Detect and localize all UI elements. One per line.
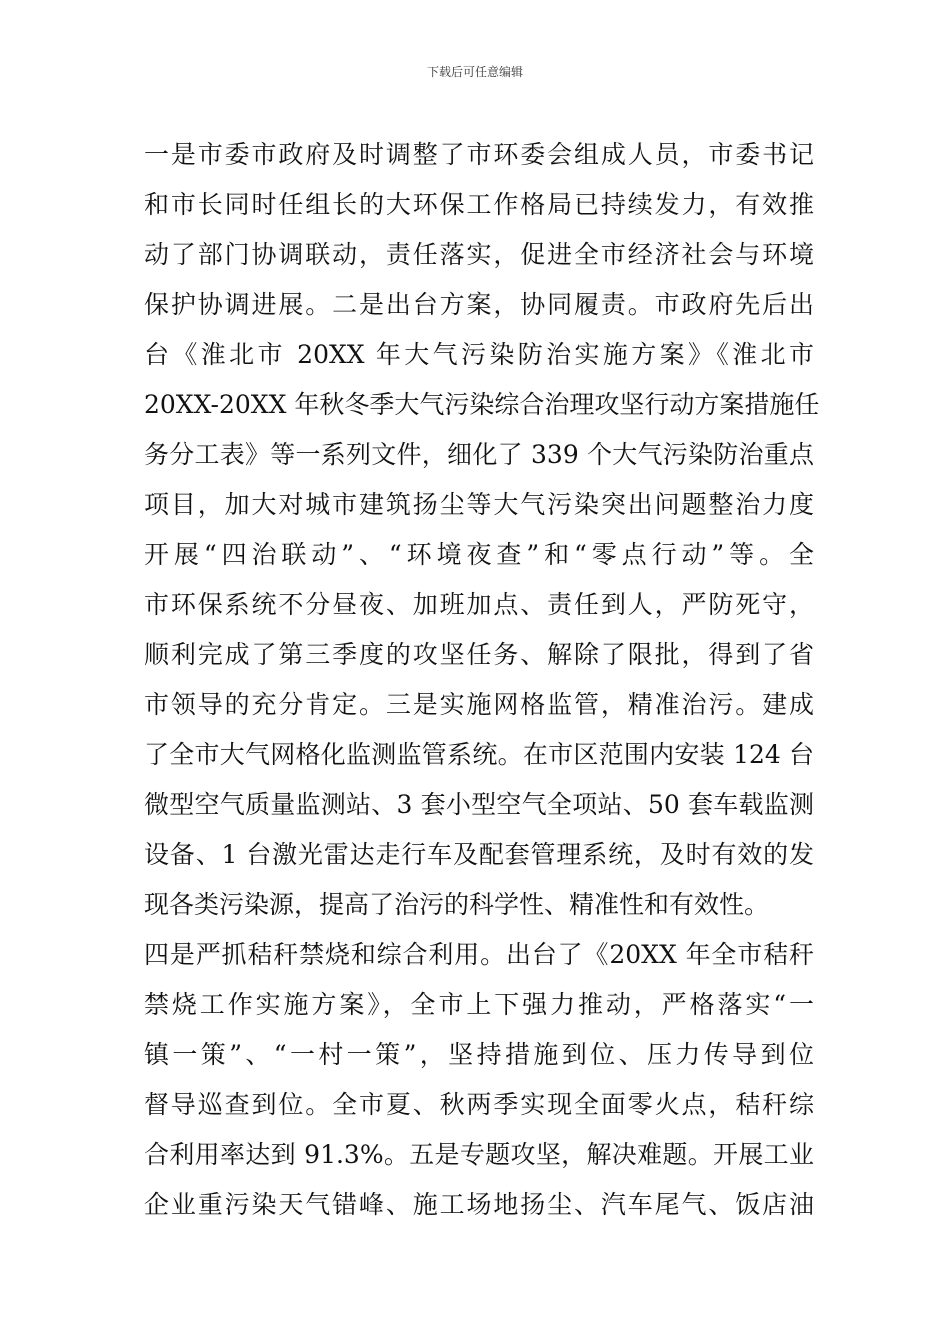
body-line: 四是严抓秸秆禁烧和综合利用。出台了《20XX 年全市秸秆	[144, 940, 814, 969]
body-line: 督导巡查到位。全市夏、秋两季实现全面零火点，秸秆综	[144, 1090, 814, 1119]
body-line: 现各类污染源，提高了治污的科学性、精准性和有效性。	[144, 890, 770, 919]
document-body	[144, 130, 820, 1230]
body-line: 务分工表》等一系列文件，细化了 339 个大气污染防治重点	[144, 440, 814, 469]
body-line: 一是市委市政府及时调整了市环委会组成人员，市委书记	[144, 140, 814, 169]
body-line: 开展“四治联动”、“环境夜查”和“零点行动”等。全	[144, 540, 814, 569]
body-line: 动了部门协调联动，责任落实，促进全市经济社会与环境	[144, 240, 814, 269]
body-line: 项目，加大对城市建筑扬尘等大气污染突出问题整治力度	[144, 490, 814, 519]
body-line: 微型空气质量监测站、3 套小型空气全项站、50 套车载监测	[144, 790, 814, 819]
body-line: 市领导的充分肯定。三是实施网格监管，精准治污。建成	[144, 690, 814, 719]
body-line: 市环保系统不分昼夜、加班加点、责任到人，严防死守，	[144, 590, 814, 619]
body-line: 合利用率达到 91.3%。五是专题攻坚，解决难题。开展工业	[144, 1140, 814, 1169]
body-line: 镇一策”、“一村一策”，坚持措施到位、压力传导到位	[144, 1040, 814, 1069]
body-line: 禁烧工作实施方案》，全市上下强力推动，严格落实“一	[144, 990, 814, 1019]
body-line: 20XX-20XX 年秋冬季大气污染综合治理攻坚行动方案措施任	[144, 390, 820, 419]
page-header: 下载后可任意编辑	[426, 65, 523, 79]
body-line: 保护协调进展。二是出台方案，协同履责。市政府先后出	[144, 290, 814, 319]
body-line: 顺利完成了第三季度的攻坚任务、解除了限批，得到了省	[144, 640, 814, 669]
body-line: 了全市大气网格化监测监管系统。在市区范围内安装 124 台	[144, 740, 814, 769]
body-line: 企业重污染天气错峰、施工场地扬尘、汽车尾气、饭店油	[144, 1190, 814, 1219]
body-line: 台《淮北市 20XX 年大气污染防治实施方案》《淮北市	[144, 340, 814, 369]
body-line: 和市长同时任组长的大环保工作格局已持续发力，有效推	[144, 190, 814, 219]
body-line: 设备、1 台激光雷达走行车及配套管理系统，及时有效的发	[144, 840, 814, 869]
